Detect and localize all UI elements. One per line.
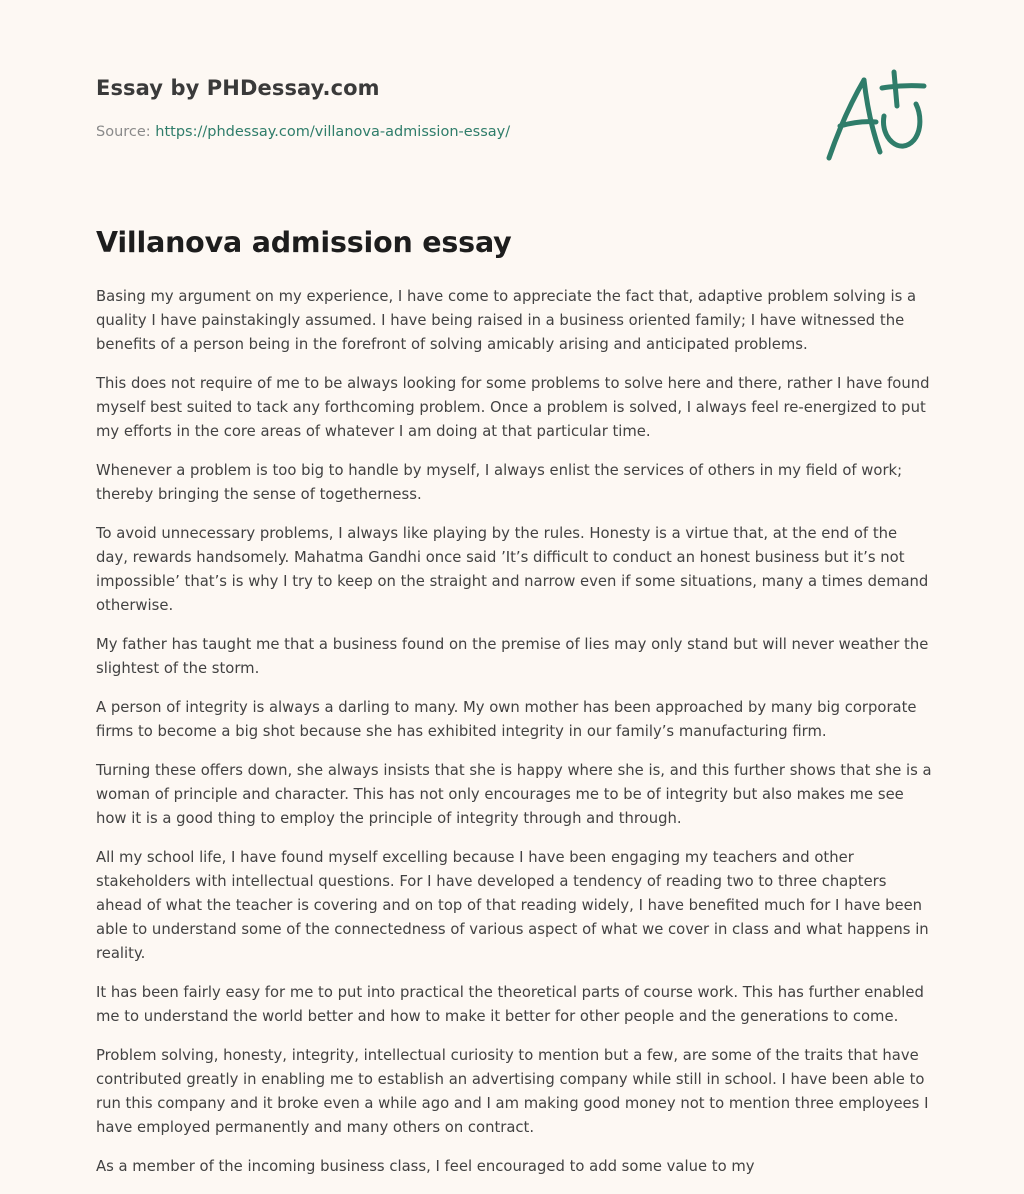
essay-paragraph: This does not require of me to be always looking for some problems to solve here and there, rather I have found myself best suited to tack any forthcoming problem. Once a problem is solved, I always feel re-energized to put my efforts in the core areas of whatever I am doing at that particular time. (96, 375, 930, 440)
essay-title: Villanova admission essay (96, 226, 512, 259)
essay-paragraph: A person of integrity is always a darling to many. My own mother has been approached by many big corporate firms to become a big shot because she has exhibited integrity in our family’s manufacturing firm. (96, 699, 917, 740)
a-plus-grade-icon (820, 66, 930, 166)
essay-paragraph: Problem solving, honesty, integrity, intellectual curiosity to mention but a few, are some of the traits that have contributed greatly in enabling me to establish an advertising company while still in school. I have been able to run this company and it broke even a while ago and I am making good money not to mention three employees I have employed permanently and many others on contract. (96, 1047, 929, 1136)
essay-paragraph: All my school life, I have found myself excelling because I have been engaging my teachers and other stakeholders with intellectual questions. For I have developed a tendency of reading two to three chapters ahead of what the teacher is covering and on top of that reading widely, I have benefited much for I have been able to understand some of the connectedness of various aspect of what we cover in class and what happens in reality. (96, 849, 929, 962)
source-line (96, 124, 510, 140)
essay-paragraph: My father has taught me that a business found on the premise of lies may only stand but will never weather the slightest of the storm. (96, 636, 929, 677)
source-label: Source: (96, 124, 151, 140)
essay-body (96, 285, 932, 1194)
essay-paragraph: Whenever a problem is too big to handle by myself, I always enlist the services of others in my field of work; thereby bringing the sense of togetherness. (96, 462, 903, 503)
essay-paragraph: Turning these offers down, she always insists that she is happy where she is, and this further shows that she is a woman of principle and character. This has not only encourages me to be of integrity but also makes me see how it is a good thing to employ the principle of integrity through and through. (96, 762, 932, 827)
essay-paragraph: As a member of the incoming business class, I feel encouraged to add some value to my (96, 1158, 755, 1175)
essay-paragraph: To avoid unnecessary problems, I always like playing by the rules. Honesty is a virtue that, at the end of the day, rewards handsomely. Mahatma Gandhi once said ’It’s difficult to conduct an honest business but it’s not impossible’ that’s is why I try to keep on the straight and narrow even if some situations, many a times demand otherwise. (96, 525, 929, 614)
brand-title: Essay by PHDessay.com (96, 76, 380, 100)
essay-paragraph: Basing my argument on my experience, I have come to appreciate the fact that, adaptive problem solving is a quality I have painstakingly assumed. I have being raised in a business oriented family; I have witnessed the benefits of a person being in the forefront of solving amicably arising and anticipated problems. (96, 288, 917, 353)
source-link[interactable]: https://phdessay.com/villanova-admission-essay/ (155, 124, 511, 140)
essay-paragraph: It has been fairly easy for me to put into practical the theoretical parts of course work. This has further enabled me to understand the world better and how to make it better for other people and the generations to come. (96, 984, 924, 1025)
